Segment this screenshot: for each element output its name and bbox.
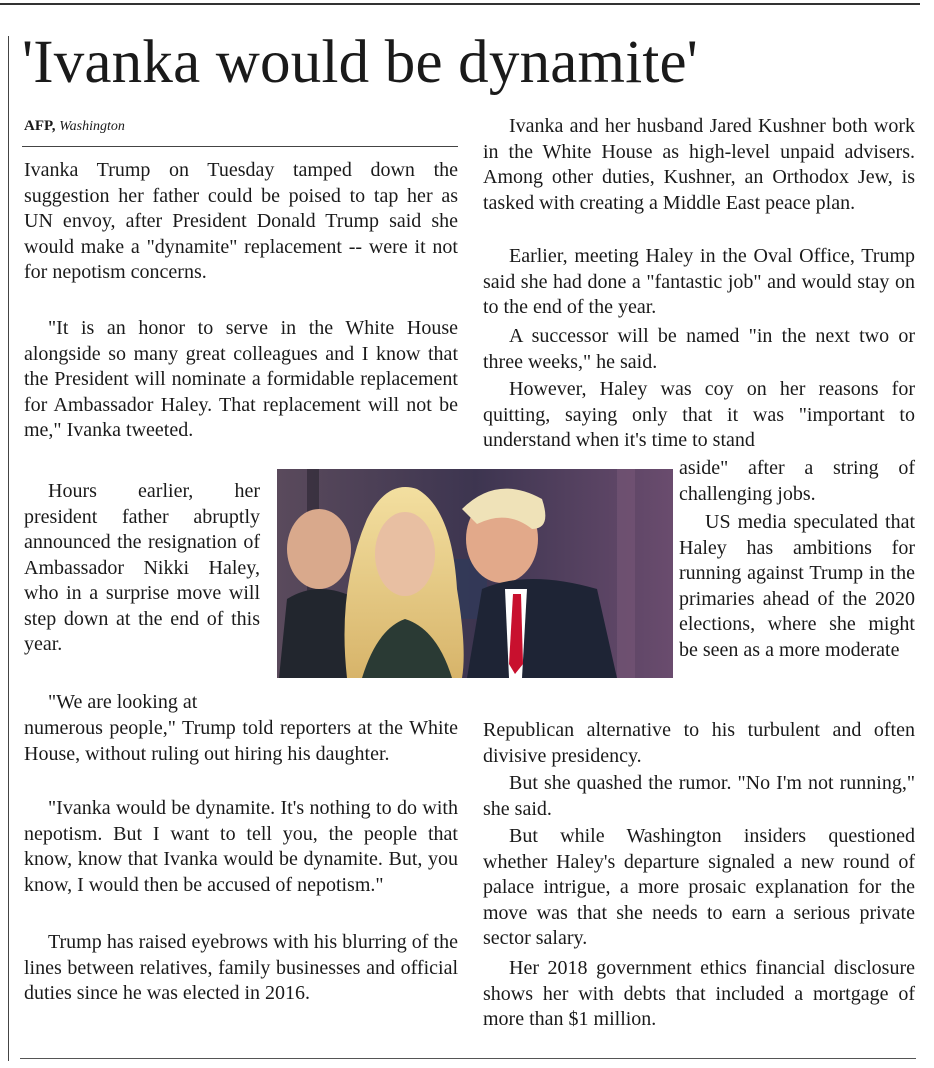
news-photo-illustration — [277, 469, 673, 678]
paragraph-1: Ivanka Trump on Tuesday tamped down the suggestion her father could be poised to tap her as UN envoy, after President Donald Trump said she would make a "dynamite" replacement -- were it not for nepotism concerns. — [24, 159, 458, 283]
paragraph-9: A successor will be named "in the next two or three weeks," he said. — [483, 325, 915, 373]
paragraph-6: Trump has raised eyebrows with his blurring of the lines between relatives, family businesses and official duties since he was elected in 2016. — [24, 931, 458, 1004]
paragraph-7: Ivanka and her husband Jared Kushner both work in the White House as high-level unpaid advisers. Among other duties, Kushner, an Orthodox Jew, is tasked with creating a Middle East peace plan. — [483, 115, 915, 214]
news-photo — [277, 469, 673, 678]
headline: 'Ivanka would be dynamite' — [22, 29, 698, 96]
paragraph-4-cont: numerous people," Trump told reporters at the White House, without ruling out hiring his daughter. — [24, 717, 458, 765]
paragraph-5: "Ivanka would be dynamite. It's nothing to do with nepotism. But I want to tell you, the people that know, know that Ivanka would be dynamite. But, you know, I would then be accused of nepotism." — [24, 797, 458, 896]
paragraph-10-cont: aside" after a string of challenging jobs. — [679, 457, 915, 505]
paragraph-14: Her 2018 government ethics financial disclosure shows her with debts that included a mortgage of more than $1 million. — [483, 957, 915, 1030]
paragraph-2: "It is an honor to serve in the White House alongside so many great colleagues and I know that the President will nominate a formidable replacement for Ambassador Haley. That replacement will not be me," Ivanka tweeted. — [24, 317, 458, 441]
paragraph-11-cont: Republican alternative to his turbulent and often divisive presidency. — [483, 719, 915, 767]
paragraph-13: But while Washington insiders questioned whether Haley's departure signaled a new round of palace intrigue, a more prosaic explanation for the move was that she needs to earn a serious private sector salary. — [483, 825, 915, 949]
byline-location: Washington — [59, 119, 125, 134]
paragraph-10: However, Haley was coy on her reasons for quitting, saying only that it was "important to understand when it's time to stand — [483, 378, 915, 451]
paragraph-12: But she quashed the rumor. "No I'm not running," she said. — [483, 772, 915, 820]
byline-agency: AFP, — [24, 118, 56, 134]
byline — [24, 116, 125, 137]
left-rule — [8, 36, 9, 1061]
paragraph-8: Earlier, meeting Haley in the Oval Office, Trump said she had done a "fantastic job" and would stay on to the end of the year. — [483, 245, 915, 318]
paragraph-11: US media speculated that Haley has ambitions for running against Trump in the primaries ahead of the 2020 elections, where she might be seen as a more moderate — [679, 511, 915, 661]
paragraph-4-start: "We are looking at — [48, 691, 198, 713]
top-rule — [0, 3, 920, 5]
bottom-rule — [20, 1058, 916, 1059]
byline-rule — [22, 146, 458, 147]
paragraph-3: Hours earlier, her president father abruptly announced the resignation of Ambassador Nikki Haley, who in a surprise move will step down at the end of this year. — [24, 480, 260, 655]
